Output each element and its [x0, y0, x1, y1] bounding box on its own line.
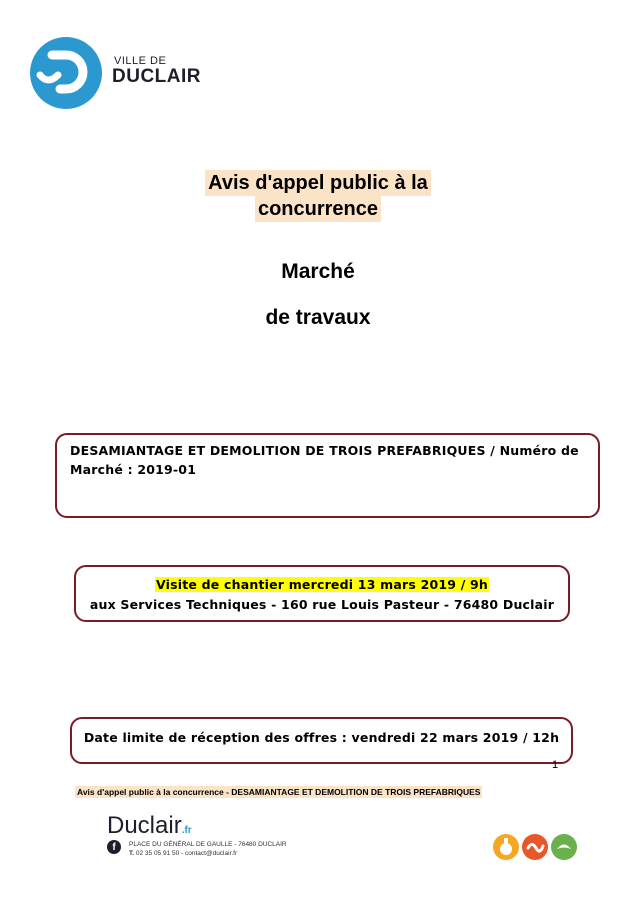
title-line-1: Avis d'appel public à la: [205, 170, 431, 196]
subject-line-2: Marché : 2019-01: [70, 462, 197, 477]
facebook-icon[interactable]: f: [107, 840, 121, 854]
footer-brand-name: Duclair: [107, 812, 182, 839]
subject-line-1: DESAMIANTAGE ET DEMOLITION DE TROIS PREFABRIQUES / Numéro de: [70, 443, 579, 458]
footer-address: PLACE DU GÉNÉRAL DE GAULLE - 76480 DUCLAIR: [129, 841, 287, 848]
notice-title: [0, 170, 636, 222]
page-number: 1: [552, 759, 559, 771]
site-visit-box: [74, 565, 570, 622]
footer-address-block: [129, 840, 287, 858]
green-badge-icon: [551, 834, 577, 860]
site-visit-location: aux Services Techniques - 160 rue Louis Pasteur - 76480 Duclair: [89, 597, 555, 612]
subtitle-line-2: de travaux: [265, 306, 371, 329]
logo-ville-de: VILLE DE: [114, 55, 167, 67]
logo-duclair: DUCLAIR: [112, 66, 201, 87]
duclair-logo-icon: [30, 37, 102, 109]
subject-box: [55, 433, 600, 518]
orange-badge-icon: [493, 834, 519, 860]
footer-banner: Avis d'appel public à la concurrence - DESAMIANTAGE ET DEMOLITION DE TROIS PREFABRIQUES: [77, 787, 481, 797]
site-visit-date: Visite de chantier mercredi 13 mars 2019 / 9h: [155, 577, 489, 592]
footer-phone-label: T.: [129, 850, 135, 857]
deadline-text: Date limite de réception des offres : vendredi 22 mars 2019 / 12h: [83, 730, 560, 745]
footer-brand: [107, 812, 192, 840]
footer-brand-suffix: .fr: [181, 825, 192, 836]
footer-contact: 02 35 05 91 50 - contact@duclair.fr: [135, 850, 238, 857]
red-badge-icon: [522, 834, 548, 860]
deadline-box: [70, 717, 573, 764]
subtitle-line-1: Marché: [281, 260, 355, 283]
title-line-2: concurrence: [255, 196, 381, 222]
